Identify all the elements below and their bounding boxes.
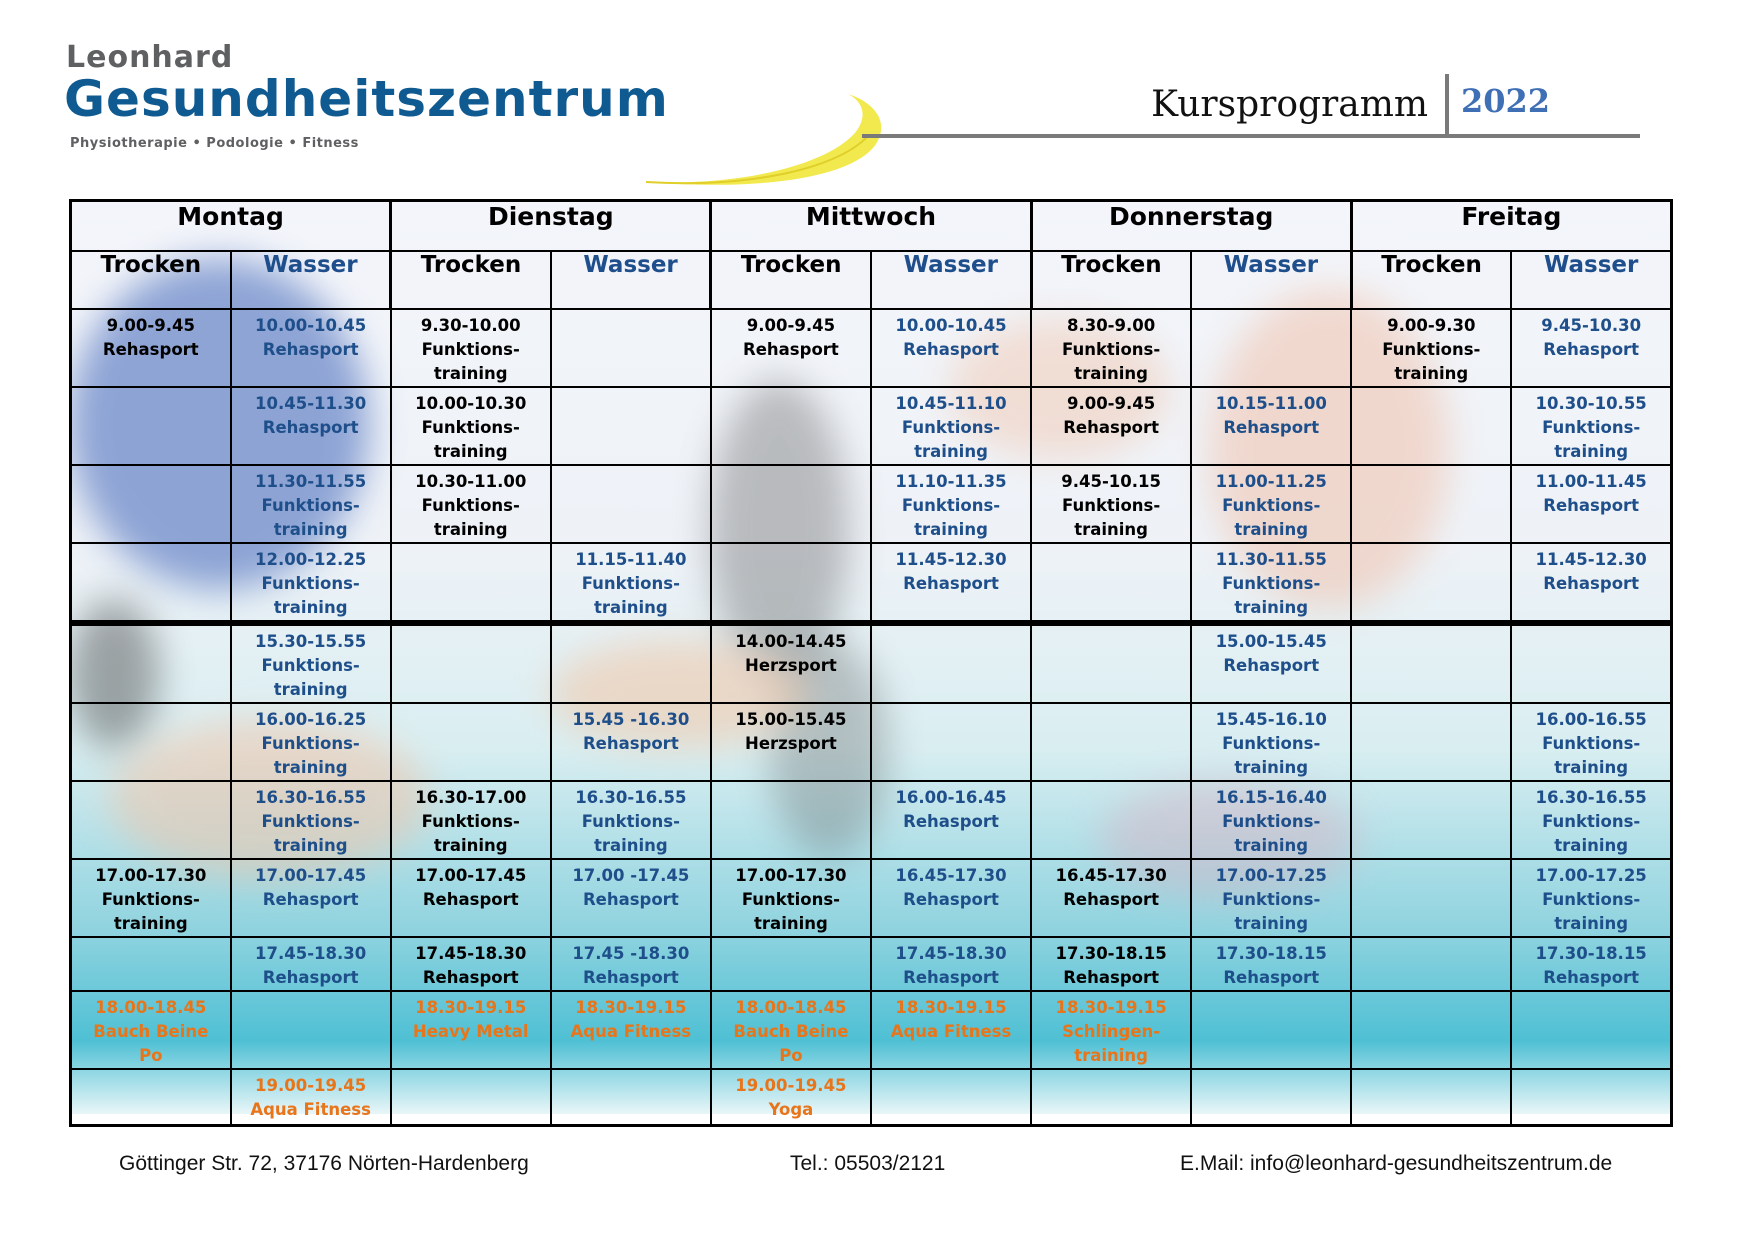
course-name: Funktions- training	[581, 574, 680, 617]
course-cell	[71, 623, 231, 703]
course-cell	[231, 1069, 391, 1125]
course-time: 17.00 -17.45	[572, 866, 690, 885]
course-cell	[871, 1069, 1031, 1125]
course-cell	[551, 543, 711, 623]
course-time: 19.00-19.45	[735, 1076, 847, 1095]
course-cell	[231, 703, 391, 781]
course-time: 17.00-17.30	[735, 866, 847, 885]
course-name: Funktions- training	[1542, 734, 1641, 777]
course-name: Funktions- training	[581, 812, 680, 855]
course-cell	[871, 703, 1031, 781]
course-cell	[1351, 1069, 1511, 1125]
course-time: 10.00-10.30	[415, 394, 527, 413]
course-time: 10.30-11.00	[415, 472, 527, 491]
course-name: Funktions- training	[1382, 340, 1481, 383]
course-time: 18.30-19.15	[1055, 998, 1167, 1017]
course-cell	[1031, 859, 1191, 937]
course-name: Aqua Fitness	[250, 1100, 371, 1119]
schedule-table	[69, 199, 1673, 1127]
course-cell	[871, 543, 1031, 623]
schedule-row	[71, 623, 1672, 703]
course-time: 16.30-16.55	[255, 788, 367, 807]
course-cell	[711, 781, 871, 859]
course-cell	[71, 859, 231, 937]
course-time: 17.45-18.30	[255, 944, 367, 963]
course-cell	[1031, 1069, 1191, 1125]
course-cell	[71, 781, 231, 859]
course-time: 16.15-16.40	[1215, 788, 1327, 807]
course-name: Rehasport	[1543, 574, 1640, 593]
course-cell	[71, 937, 231, 991]
course-name: Rehasport	[582, 890, 679, 909]
course-cell	[1511, 859, 1671, 937]
course-cell	[231, 465, 391, 543]
course-cell	[231, 309, 391, 387]
course-name: Rehasport	[1543, 340, 1640, 359]
course-cell	[711, 543, 871, 623]
course-name: Rehasport	[1063, 890, 1159, 909]
schedule-row	[71, 309, 1672, 387]
course-name: Funktions- training	[261, 734, 360, 777]
course-name: Rehasport	[903, 890, 999, 909]
day-header: Freitag	[1351, 201, 1671, 252]
footer-phone: Tel.: 05503/2121	[790, 1152, 946, 1175]
course-cell	[711, 387, 871, 465]
course-cell	[71, 543, 231, 623]
column-header-wasser: Wasser	[871, 251, 1031, 309]
title-divider	[1445, 74, 1449, 136]
course-cell	[1031, 937, 1191, 991]
course-name: Herzsport	[745, 734, 837, 753]
course-cell	[1191, 991, 1351, 1069]
column-header-wasser: Wasser	[231, 251, 391, 309]
course-cell	[391, 703, 551, 781]
course-time: 17.30-18.15	[1535, 944, 1647, 963]
course-cell	[1191, 543, 1351, 623]
course-time: 11.10-11.35	[895, 472, 1007, 491]
schedule-row	[71, 703, 1672, 781]
course-cell	[711, 309, 871, 387]
course-cell	[1511, 781, 1671, 859]
course-cell	[1031, 781, 1191, 859]
course-time: 16.00-16.25	[255, 710, 367, 729]
course-cell	[1511, 387, 1671, 465]
course-name: Rehasport	[903, 968, 999, 987]
page-year: 2022	[1461, 82, 1551, 120]
course-name: Funktions- training	[261, 812, 360, 855]
course-time: 11.00-11.25	[1215, 472, 1327, 491]
course-name: Funktions- training	[1542, 418, 1641, 461]
course-cell	[231, 991, 391, 1069]
course-name: Rehasport	[262, 968, 359, 987]
course-cell	[871, 781, 1031, 859]
course-cell	[71, 465, 231, 543]
course-time: 10.45-11.30	[255, 394, 367, 413]
course-name: Herzsport	[745, 656, 837, 675]
course-time: 16.00-16.55	[1535, 710, 1647, 729]
column-header-trocken: Trocken	[1351, 251, 1511, 309]
course-cell	[871, 623, 1031, 703]
course-cell	[231, 781, 391, 859]
course-time: 10.15-11.00	[1215, 394, 1327, 413]
course-cell	[391, 543, 551, 623]
course-time: 16.30-17.00	[415, 788, 527, 807]
schedule-row	[71, 465, 1672, 543]
column-header-trocken: Trocken	[711, 251, 871, 309]
course-cell	[711, 465, 871, 543]
schedule-row	[71, 991, 1672, 1069]
course-cell	[551, 937, 711, 991]
course-name: Funktions- training	[421, 496, 520, 539]
course-cell	[231, 387, 391, 465]
course-name: Rehasport	[1223, 418, 1320, 437]
course-cell	[1191, 937, 1351, 991]
course-name: Rehasport	[903, 574, 999, 593]
course-time: 17.45-18.30	[895, 944, 1007, 963]
course-time: 11.15-11.40	[575, 550, 687, 569]
course-name: Funktions- training	[1222, 496, 1321, 539]
course-cell	[711, 703, 871, 781]
schedule-row	[71, 859, 1672, 937]
course-time: 10.00-10.45	[895, 316, 1007, 335]
course-time: 17.45 -18.30	[572, 944, 690, 963]
course-time: 11.30-11.55	[255, 472, 367, 491]
course-name: Funktions- training	[1222, 890, 1321, 933]
course-cell	[391, 937, 551, 991]
course-time: 14.00-14.45	[735, 632, 847, 651]
course-name: Funktions- training	[901, 418, 1001, 461]
course-cell	[551, 465, 711, 543]
title-block	[862, 70, 1640, 140]
course-time: 18.30-19.15	[575, 998, 687, 1017]
course-cell	[711, 937, 871, 991]
day-header: Dienstag	[391, 201, 711, 252]
course-name: Rehasport	[903, 812, 999, 831]
course-name: Funktions- training	[1542, 812, 1641, 855]
day-header: Montag	[71, 201, 391, 252]
course-time: 17.00-17.45	[415, 866, 527, 885]
course-cell	[391, 859, 551, 937]
course-cell	[231, 859, 391, 937]
course-name: Funktions- training	[421, 340, 520, 383]
course-name: Rehasport	[582, 968, 679, 987]
course-time: 15.00-15.45	[1215, 632, 1327, 651]
course-name: Rehasport	[903, 340, 999, 359]
schedule	[69, 199, 1673, 1119]
course-cell	[71, 991, 231, 1069]
footer-email: E.Mail: info@leonhard-gesundheitszentrum.de	[1180, 1152, 1613, 1175]
column-header-wasser: Wasser	[1191, 251, 1351, 309]
course-cell	[1351, 623, 1511, 703]
course-name: Funktions- training	[1222, 574, 1321, 617]
course-name: Rehasport	[1063, 418, 1159, 437]
course-cell	[1351, 859, 1511, 937]
course-cell	[1191, 387, 1351, 465]
course-name: Rehasport	[422, 968, 519, 987]
column-header-trocken: Trocken	[71, 251, 231, 309]
course-cell	[871, 859, 1031, 937]
course-name: Yoga	[768, 1100, 814, 1119]
course-cell	[1191, 781, 1351, 859]
course-time: 17.30-18.15	[1215, 944, 1327, 963]
logo	[66, 40, 846, 160]
course-time: 11.00-11.45	[1535, 472, 1647, 491]
course-time: 17.00-17.45	[255, 866, 367, 885]
course-cell	[1511, 465, 1671, 543]
course-cell	[1511, 991, 1671, 1069]
course-name: Rehasport	[582, 734, 679, 753]
course-time: 18.30-19.15	[895, 998, 1007, 1017]
course-cell	[391, 781, 551, 859]
course-cell	[551, 387, 711, 465]
course-cell	[1351, 465, 1511, 543]
course-cell	[1511, 309, 1671, 387]
schedule-row	[71, 781, 1672, 859]
course-cell	[391, 991, 551, 1069]
footer-address: Göttinger Str. 72, 37176 Nörten-Hardenberg	[119, 1152, 529, 1175]
course-cell	[1511, 703, 1671, 781]
course-cell	[391, 387, 551, 465]
schedule-row	[71, 937, 1672, 991]
course-time: 8.30-9.00	[1066, 316, 1156, 335]
course-cell	[551, 781, 711, 859]
course-time: 18.00-18.45	[95, 998, 207, 1017]
course-time: 15.45-16.10	[1215, 710, 1327, 729]
course-time: 16.30-16.55	[1535, 788, 1647, 807]
course-name: Funktions- training	[261, 496, 360, 539]
course-cell	[1351, 703, 1511, 781]
course-name: Funktions- training	[101, 890, 200, 933]
course-cell	[1511, 1069, 1671, 1125]
course-cell	[391, 623, 551, 703]
course-cell	[71, 387, 231, 465]
course-time: 9.30-10.00	[420, 316, 521, 335]
course-time: 9.00-9.45	[106, 316, 195, 335]
course-cell	[871, 309, 1031, 387]
column-header-wasser: Wasser	[1511, 251, 1671, 309]
course-name: Rehasport	[1543, 496, 1640, 515]
course-cell	[1191, 623, 1351, 703]
title-underline	[862, 134, 1640, 138]
course-cell	[711, 1069, 871, 1125]
schedule-row	[71, 387, 1672, 465]
column-header-trocken: Trocken	[1031, 251, 1191, 309]
course-name: Rehasport	[102, 340, 199, 359]
course-name: Aqua Fitness	[570, 1022, 692, 1041]
course-name: Bauch Beine Po	[93, 1022, 209, 1065]
course-cell	[871, 465, 1031, 543]
course-time: 18.30-19.15	[415, 998, 527, 1017]
course-name: Funktions- training	[1542, 890, 1641, 933]
course-time: 10.30-10.55	[1535, 394, 1647, 413]
column-header-trocken: Trocken	[391, 251, 551, 309]
course-cell	[1351, 387, 1511, 465]
logo-main-text: Gesundheitszentrum	[64, 70, 669, 128]
course-cell	[71, 703, 231, 781]
course-cell	[1031, 991, 1191, 1069]
course-time: 9.45-10.15	[1061, 472, 1161, 491]
course-cell	[551, 623, 711, 703]
course-cell	[551, 1069, 711, 1125]
course-cell	[1031, 543, 1191, 623]
course-cell	[1191, 1069, 1351, 1125]
course-name: Rehasport	[1063, 968, 1159, 987]
course-time: 17.00-17.25	[1215, 866, 1327, 885]
course-time: 17.00-17.25	[1535, 866, 1647, 885]
course-cell	[391, 1069, 551, 1125]
course-time: 9.00-9.45	[1066, 394, 1156, 413]
course-name: Rehasport	[1223, 968, 1320, 987]
course-cell	[1191, 859, 1351, 937]
course-cell	[231, 623, 391, 703]
course-name: Rehasport	[1223, 656, 1320, 675]
course-cell	[1351, 991, 1511, 1069]
course-time: 9.00-9.45	[746, 316, 836, 335]
course-name: Funktions- training	[1062, 496, 1161, 539]
course-cell	[551, 859, 711, 937]
course-time: 18.00-18.45	[735, 998, 847, 1017]
logo-subtitle: Physiotherapie • Podologie • Fitness	[70, 136, 359, 151]
course-cell	[551, 309, 711, 387]
course-time: 11.30-11.55	[1215, 550, 1327, 569]
course-time: 16.00-16.45	[895, 788, 1007, 807]
course-cell	[1031, 309, 1191, 387]
course-time: 17.30-18.15	[1055, 944, 1167, 963]
course-cell	[71, 1069, 231, 1125]
course-cell	[391, 309, 551, 387]
schedule-row	[71, 1069, 1672, 1125]
course-time: 15.00-15.45	[735, 710, 847, 729]
course-time: 16.30-16.55	[575, 788, 687, 807]
course-name: Funktions- training	[741, 890, 841, 933]
course-name: Rehasport	[262, 340, 359, 359]
course-cell	[871, 387, 1031, 465]
schedule-row	[71, 543, 1672, 623]
course-name: Schlingen- training	[1062, 1022, 1161, 1065]
course-cell	[1191, 309, 1351, 387]
course-time: 9.45-10.30	[1541, 316, 1642, 335]
course-name: Bauch Beine Po	[733, 1022, 849, 1065]
course-cell	[1511, 937, 1671, 991]
course-name: Funktions- training	[1222, 812, 1321, 855]
course-cell	[871, 937, 1031, 991]
course-time: 15.45 -16.30	[572, 710, 690, 729]
course-time: 15.30-15.55	[255, 632, 367, 651]
course-name: Funktions- training	[1062, 340, 1161, 383]
course-cell	[711, 859, 871, 937]
course-cell	[1191, 703, 1351, 781]
course-name: Funktions- training	[901, 496, 1001, 539]
course-cell	[1031, 387, 1191, 465]
course-cell	[1511, 543, 1671, 623]
course-cell	[1351, 781, 1511, 859]
course-cell	[231, 937, 391, 991]
course-cell	[231, 543, 391, 623]
day-header: Donnerstag	[1031, 201, 1351, 252]
course-cell	[551, 703, 711, 781]
course-cell	[1351, 543, 1511, 623]
course-time: 19.00-19.45	[255, 1076, 367, 1095]
course-cell	[1031, 465, 1191, 543]
logo-swoosh-icon	[606, 74, 906, 194]
course-cell	[1031, 703, 1191, 781]
course-cell	[1351, 309, 1511, 387]
course-time: 17.45-18.30	[415, 944, 527, 963]
schedule-body	[71, 309, 1672, 1125]
course-name: Aqua Fitness	[890, 1022, 1012, 1041]
course-cell	[871, 991, 1031, 1069]
course-time: 11.45-12.30	[895, 550, 1007, 569]
course-name: Heavy Metal	[412, 1022, 529, 1041]
course-cell	[1511, 623, 1671, 703]
course-name: Rehasport	[422, 890, 519, 909]
course-name: Rehasport	[743, 340, 839, 359]
day-header: Mittwoch	[711, 201, 1031, 252]
course-name: Funktions- training	[1222, 734, 1321, 777]
course-name: Funktions- training	[421, 812, 520, 855]
course-time: 10.00-10.45	[255, 316, 367, 335]
course-time: 11.45-12.30	[1535, 550, 1647, 569]
course-name: Funktions- training	[421, 418, 520, 461]
page-title: Kursprogramm	[1151, 84, 1428, 125]
course-name: Rehasport	[262, 890, 359, 909]
course-cell	[1031, 623, 1191, 703]
course-cell	[1191, 465, 1351, 543]
course-cell	[551, 991, 711, 1069]
course-cell	[391, 465, 551, 543]
course-name: Funktions- training	[261, 574, 360, 617]
course-time: 16.45-17.30	[895, 866, 1007, 885]
course-name: Rehasport	[1543, 968, 1640, 987]
course-time: 12.00-12.25	[255, 550, 367, 569]
course-time: 17.00-17.30	[95, 866, 207, 885]
course-name: Funktions- training	[261, 656, 360, 699]
course-time: 9.00-9.30	[1387, 316, 1476, 335]
logo-small-text: Leonhard	[66, 40, 234, 75]
course-cell	[711, 623, 871, 703]
course-cell	[711, 991, 871, 1069]
course-name: Rehasport	[262, 418, 359, 437]
column-header-wasser: Wasser	[551, 251, 711, 309]
course-cell	[1351, 937, 1511, 991]
course-time: 10.45-11.10	[895, 394, 1007, 413]
course-time: 16.45-17.30	[1055, 866, 1167, 885]
course-cell	[71, 309, 231, 387]
